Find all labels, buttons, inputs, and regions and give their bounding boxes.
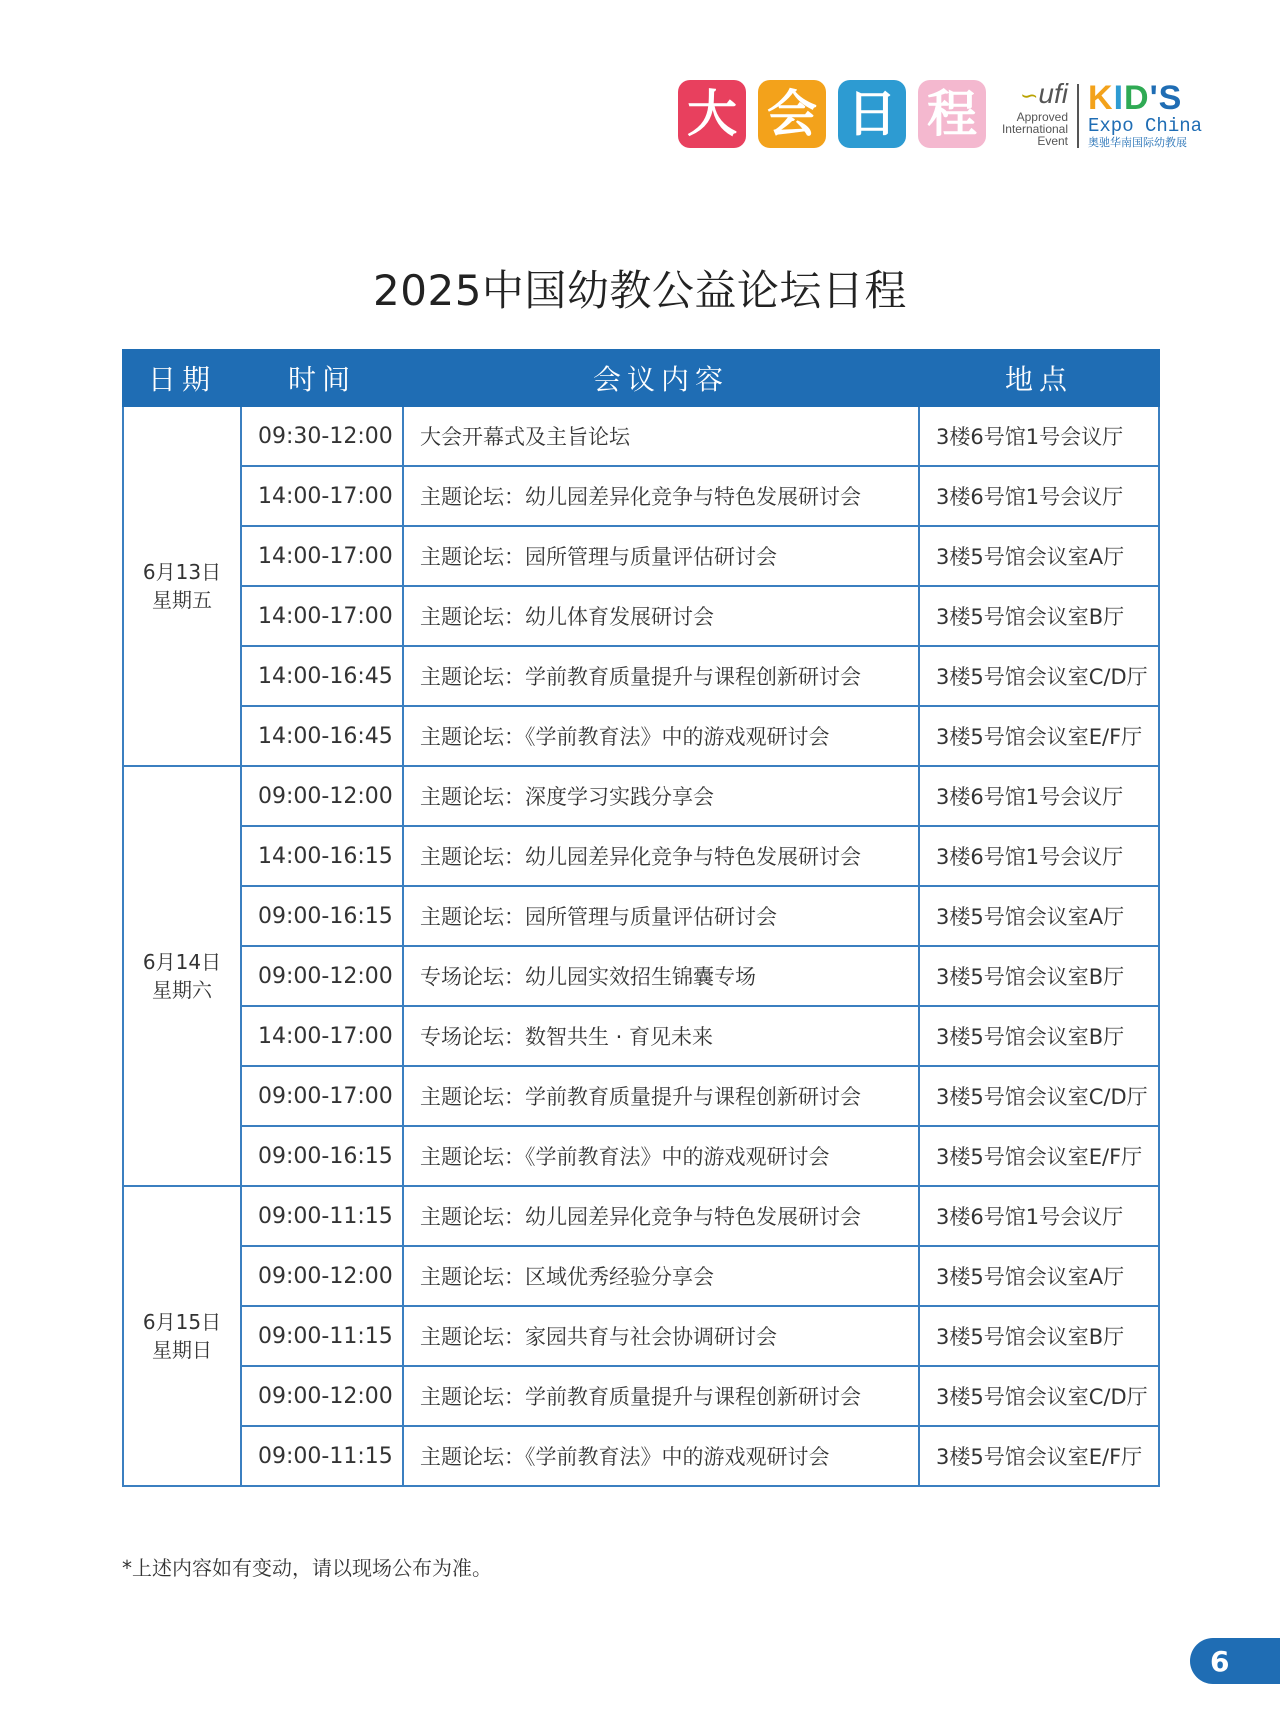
place-cell: 3楼5号馆会议室E/F厅 xyxy=(919,706,1159,766)
kids-letter: K xyxy=(1088,79,1114,117)
kids-letter: D xyxy=(1124,79,1150,117)
table-row xyxy=(123,586,1159,646)
table-row xyxy=(123,886,1159,946)
time-cell: 14:00-17:00 xyxy=(241,1006,403,1066)
schedule-body xyxy=(123,406,1159,1486)
date-cell xyxy=(123,766,241,1186)
time-cell: 09:00-11:15 xyxy=(241,1186,403,1246)
content-cell: 主题论坛：幼儿园差异化竞争与特色发展研讨会 xyxy=(403,1186,919,1246)
logo-divider xyxy=(1077,84,1079,148)
place-cell: 3楼5号馆会议室C/D厅 xyxy=(919,646,1159,706)
content-cell: 主题论坛：区域优秀经验分享会 xyxy=(403,1246,919,1306)
content-cell: 主题论坛：学前教育质量提升与课程创新研讨会 xyxy=(403,1066,919,1126)
place-cell: 3楼5号馆会议室B厅 xyxy=(919,1006,1159,1066)
header-date: 日期 xyxy=(123,350,241,406)
table-row xyxy=(123,406,1159,466)
content-cell: 主题论坛：《学前教育法》中的游戏观研讨会 xyxy=(403,706,919,766)
ufi-swirl-icon: ∽ xyxy=(1019,84,1039,109)
content-cell: 主题论坛：幼儿园差异化竞争与特色发展研讨会 xyxy=(403,466,919,526)
time-cell: 09:00-12:00 xyxy=(241,766,403,826)
content-cell: 主题论坛：《学前教育法》中的游戏观研讨会 xyxy=(403,1126,919,1186)
place-cell: 3楼5号馆会议室B厅 xyxy=(919,586,1159,646)
content-cell: 主题论坛：幼儿园差异化竞争与特色发展研讨会 xyxy=(403,826,919,886)
content-cell: 专场论坛：幼儿园实效招生锦囊专场 xyxy=(403,946,919,1006)
header-content: 会议内容 xyxy=(403,350,919,406)
tile-cheng: 程 xyxy=(918,80,986,148)
place-cell: 3楼6号馆1号会议厅 xyxy=(919,466,1159,526)
table-row xyxy=(123,526,1159,586)
kids-letter: I xyxy=(1113,79,1125,117)
time-cell: 09:00-11:15 xyxy=(241,1306,403,1366)
table-row xyxy=(123,1246,1159,1306)
time-cell: 09:00-12:00 xyxy=(241,946,403,1006)
table-row xyxy=(123,466,1159,526)
header-time: 时间 xyxy=(241,350,403,406)
kids-letter: ' xyxy=(1149,79,1159,117)
time-cell: 14:00-16:15 xyxy=(241,826,403,886)
place-cell: 3楼5号馆会议室E/F厅 xyxy=(919,1126,1159,1186)
place-cell: 3楼5号馆会议室A厅 xyxy=(919,1246,1159,1306)
content-cell: 主题论坛：幼儿体育发展研讨会 xyxy=(403,586,919,646)
content-cell: 主题论坛：《学前教育法》中的游戏观研讨会 xyxy=(403,1426,919,1486)
time-cell: 09:00-16:15 xyxy=(241,1126,403,1186)
table-row xyxy=(123,1426,1159,1486)
table-row xyxy=(123,1126,1159,1186)
ufi-word: ufi xyxy=(1038,78,1068,109)
table-row xyxy=(123,826,1159,886)
kids-cn: 奥驰华南国际幼教展 xyxy=(1088,136,1187,149)
place-cell: 3楼5号馆会议室A厅 xyxy=(919,526,1159,586)
schedule-table xyxy=(122,349,1160,1487)
header-place: 地点 xyxy=(919,350,1159,406)
kids-word xyxy=(1088,80,1208,116)
time-cell: 09:30-12:00 xyxy=(241,406,403,466)
date-label: 6月14日 xyxy=(142,950,222,974)
time-cell: 14:00-16:45 xyxy=(241,646,403,706)
content-cell: 主题论坛：家园共育与社会协调研讨会 xyxy=(403,1306,919,1366)
page-number: 6 xyxy=(1190,1638,1280,1684)
date-label: 6月13日 xyxy=(142,560,222,584)
date-cell xyxy=(123,1186,241,1486)
date-label: 6月15日 xyxy=(142,1310,222,1334)
time-cell: 09:00-11:15 xyxy=(241,1426,403,1486)
ufi-line-1: Approved xyxy=(1016,110,1068,124)
place-cell: 3楼6号馆1号会议厅 xyxy=(919,406,1159,466)
time-cell: 14:00-17:00 xyxy=(241,466,403,526)
footnote: *上述内容如有变动，请以现场公布为准。 xyxy=(122,1556,492,1580)
header-tiles xyxy=(678,80,986,148)
kids-expo-logo xyxy=(1088,80,1208,150)
table-row xyxy=(123,1366,1159,1426)
place-cell: 3楼5号馆会议室B厅 xyxy=(919,1306,1159,1366)
ufi-line-3: Event xyxy=(1037,134,1068,148)
tile-hui: 会 xyxy=(758,80,826,148)
content-cell: 主题论坛：深度学习实践分享会 xyxy=(403,766,919,826)
tile-ri: 日 xyxy=(838,80,906,148)
table-header-row xyxy=(123,350,1159,406)
time-cell: 14:00-16:45 xyxy=(241,706,403,766)
place-cell: 3楼5号馆会议室C/D厅 xyxy=(919,1366,1159,1426)
kids-letter: S xyxy=(1158,79,1183,117)
content-cell: 主题论坛：园所管理与质量评估研讨会 xyxy=(403,526,919,586)
place-cell: 3楼6号馆1号会议厅 xyxy=(919,826,1159,886)
content-cell: 主题论坛：学前教育质量提升与课程创新研讨会 xyxy=(403,646,919,706)
time-cell: 09:00-12:00 xyxy=(241,1246,403,1306)
table-row xyxy=(123,1006,1159,1066)
kids-sub: Expo China xyxy=(1088,115,1203,137)
place-cell: 3楼5号馆会议室C/D厅 xyxy=(919,1066,1159,1126)
page-title: 2025中国幼教公益论坛日程 xyxy=(373,266,907,315)
ufi-logo xyxy=(988,80,1068,152)
table-row xyxy=(123,1066,1159,1126)
place-cell: 3楼6号馆1号会议厅 xyxy=(919,1186,1159,1246)
place-cell: 3楼6号馆1号会议厅 xyxy=(919,766,1159,826)
table-row xyxy=(123,946,1159,1006)
content-cell: 专场论坛：数智共生 · 育见未来 xyxy=(403,1006,919,1066)
content-cell: 主题论坛：学前教育质量提升与课程创新研讨会 xyxy=(403,1366,919,1426)
table-row xyxy=(123,706,1159,766)
weekday-label: 星期五 xyxy=(152,588,212,612)
time-cell: 09:00-17:00 xyxy=(241,1066,403,1126)
weekday-label: 星期六 xyxy=(152,978,212,1002)
time-cell: 14:00-17:00 xyxy=(241,586,403,646)
place-cell: 3楼5号馆会议室B厅 xyxy=(919,946,1159,1006)
content-cell: 大会开幕式及主旨论坛 xyxy=(403,406,919,466)
time-cell: 09:00-16:15 xyxy=(241,886,403,946)
ufi-line-2: International xyxy=(1001,122,1068,136)
time-cell: 14:00-17:00 xyxy=(241,526,403,586)
place-cell: 3楼5号馆会议室A厅 xyxy=(919,886,1159,946)
table-row xyxy=(123,766,1159,826)
date-cell xyxy=(123,406,241,766)
table-row xyxy=(123,1186,1159,1246)
table-row xyxy=(123,646,1159,706)
time-cell: 09:00-12:00 xyxy=(241,1366,403,1426)
weekday-label: 星期日 xyxy=(152,1338,212,1362)
place-cell: 3楼5号馆会议室E/F厅 xyxy=(919,1426,1159,1486)
tile-da: 大 xyxy=(678,80,746,148)
table-row xyxy=(123,1306,1159,1366)
content-cell: 主题论坛：园所管理与质量评估研讨会 xyxy=(403,886,919,946)
